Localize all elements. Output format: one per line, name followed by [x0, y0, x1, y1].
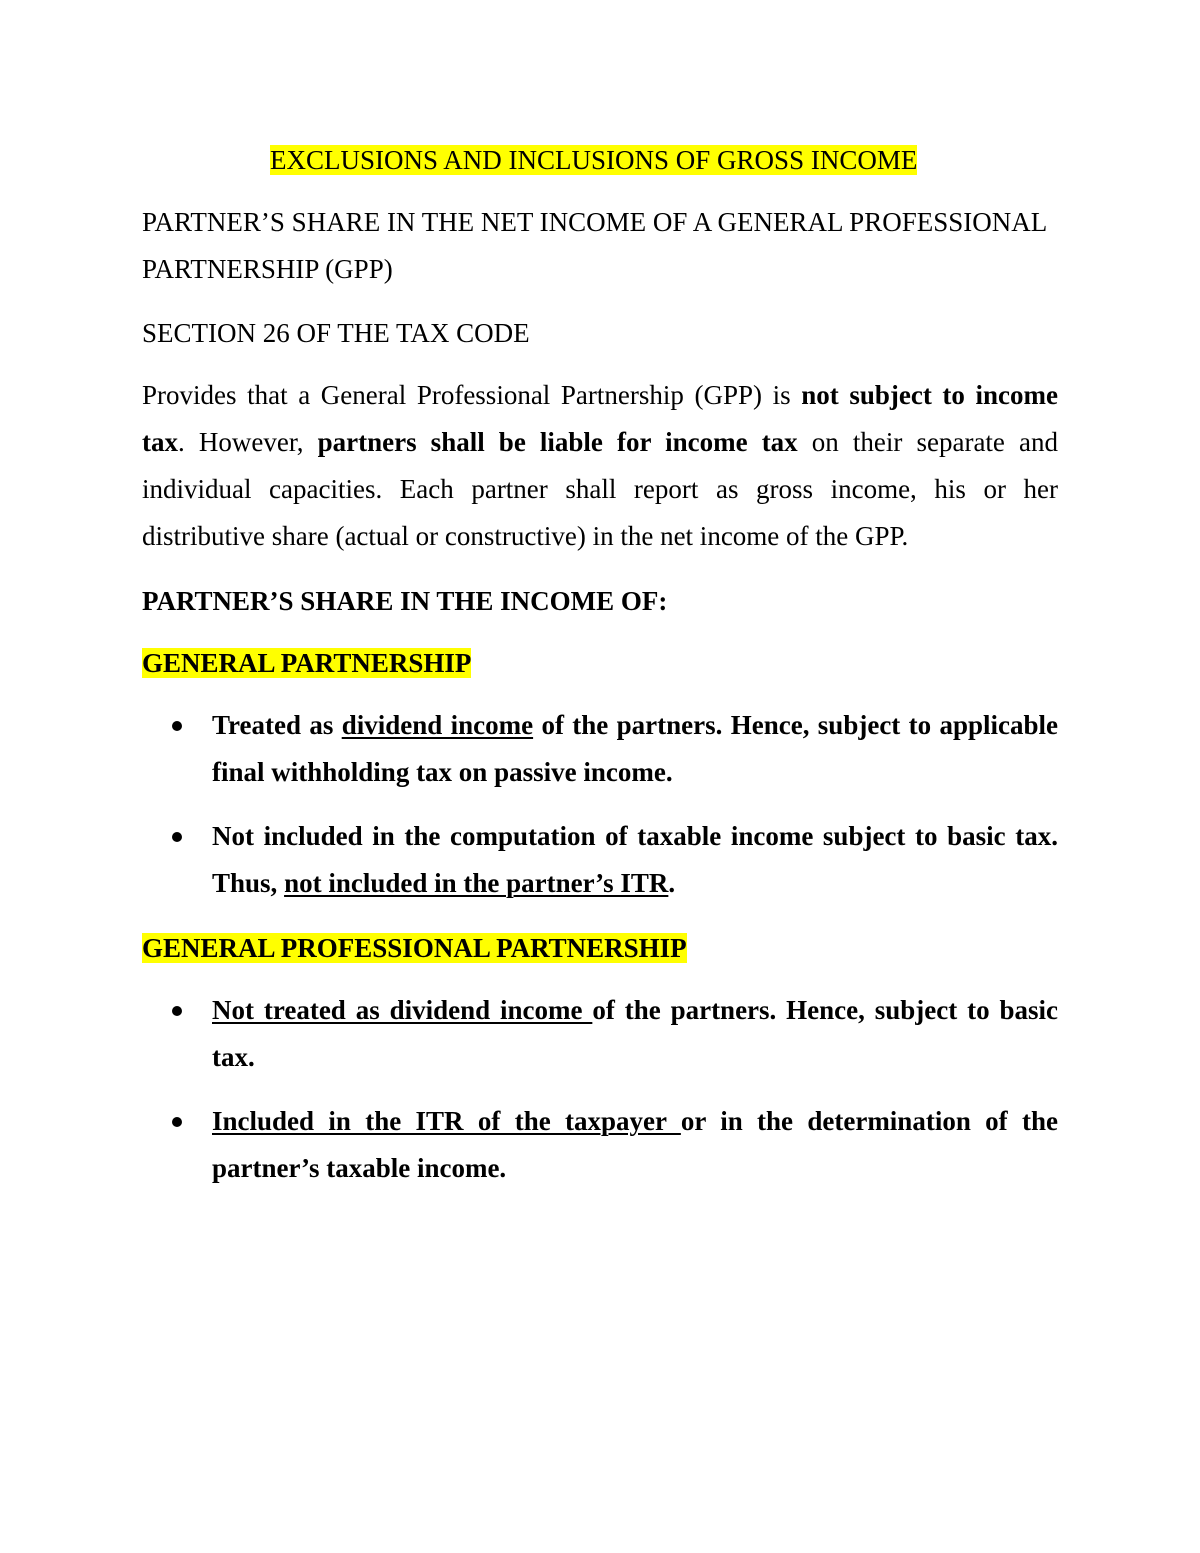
para-bold-2: partners shall be liable for income tax: [317, 427, 798, 457]
gpp-b1-underlined: Not treated as dividend income: [212, 995, 593, 1025]
gp-bullet-1-text: [212, 702, 1058, 796]
para-text-2: . However,: [178, 427, 318, 457]
gp-b2-underlined: not included in the partner’s ITR: [284, 868, 669, 898]
document-title: [270, 143, 917, 177]
bullet-icon: [172, 721, 182, 731]
share-heading: PARTNER’S SHARE IN THE INCOME OF:: [142, 586, 668, 616]
gp-heading: [142, 646, 471, 680]
gp-b2-pre: Not included in the computation of taxable income subject to basic tax. Thus,: [212, 821, 1058, 898]
subtitle-line-1: PARTNER’S SHARE IN THE NET INCOME OF A GENERAL PROFESSIONAL: [142, 207, 1048, 237]
gpp-bullet-2-text: [212, 1098, 1058, 1192]
gpp-b2-post: or in the determination of the partner’s taxable income.: [212, 1106, 1058, 1183]
bullet-icon: [172, 832, 182, 842]
para-bold-1: not subject to income tax: [142, 380, 1058, 457]
body-paragraph: [142, 372, 1058, 560]
gp-b1-pre: Treated as: [212, 710, 342, 740]
para-text-1: Provides that a General Professional Partnership (GPP) is: [142, 380, 802, 410]
title-highlight: EXCLUSIONS AND INCLUSIONS OF GROSS INCOME: [270, 145, 918, 175]
gpp-heading-highlight: GENERAL PROFESSIONAL PARTNERSHIP: [142, 933, 687, 963]
bullet-icon: [172, 1117, 182, 1127]
gp-heading-highlight: GENERAL PARTNERSHIP: [142, 648, 472, 678]
gpp-bullet-1-text: [212, 987, 1058, 1081]
section-reference: SECTION 26 OF THE TAX CODE: [142, 318, 530, 348]
gp-b1-underlined: dividend income: [341, 710, 534, 740]
bullet-icon: [172, 1006, 182, 1016]
gpp-b1-post: of the partners. Hence, subject to basic tax.: [212, 995, 1058, 1072]
gpp-heading: [142, 931, 687, 965]
gpp-b2-underlined: Included in the ITR of the taxpayer: [212, 1106, 681, 1136]
gp-b1-post: of the partners. Hence, subject to applicable final withholding tax on passive income.: [212, 710, 1059, 787]
gp-b2-post: .: [668, 868, 676, 898]
gp-bullet-2-text: [212, 813, 1058, 907]
para-text-3: on their separate and individual capacities. Each partner shall report as gross income, his or her distributive share (actual or constructive) in the net income of the GPP.: [142, 427, 1059, 551]
subtitle-line-2: PARTNERSHIP (GPP): [142, 254, 393, 284]
